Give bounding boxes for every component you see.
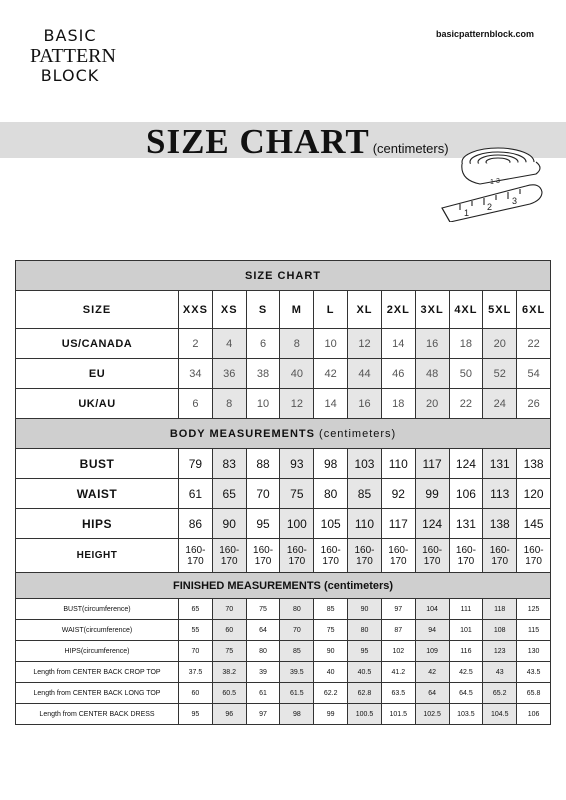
value-cell: 26	[517, 389, 551, 419]
value-cell: 113	[483, 479, 517, 509]
table-row	[16, 389, 551, 419]
value-cell: 48	[415, 359, 449, 389]
value-cell: 99	[415, 479, 449, 509]
value-cell: 75	[212, 641, 246, 662]
value-cell: 160- 170	[449, 539, 483, 573]
value-cell: 96	[212, 704, 246, 725]
value-cell: 6	[179, 389, 213, 419]
value-cell: 124	[415, 509, 449, 539]
value-cell: 22	[449, 389, 483, 419]
value-cell: 103.5	[449, 704, 483, 725]
value-cell: 100.5	[348, 704, 382, 725]
value-cell: 105	[314, 509, 348, 539]
table-row	[16, 359, 551, 389]
row-label: Length from CENTER BACK CROP TOP	[16, 662, 179, 683]
value-cell: 106	[517, 704, 551, 725]
size-header-cell: M	[280, 291, 314, 329]
svg-text:2: 2	[487, 202, 493, 212]
value-cell: 102.5	[415, 704, 449, 725]
value-cell: 64.5	[449, 683, 483, 704]
value-cell: 85	[348, 479, 382, 509]
value-cell: 24	[483, 389, 517, 419]
body-measurements-heading-row	[16, 419, 551, 449]
table-row	[16, 539, 551, 573]
value-cell: 63.5	[381, 683, 415, 704]
row-label: BUST(circumference)	[16, 599, 179, 620]
finished-measurements-heading-row	[16, 573, 551, 599]
table-row	[16, 509, 551, 539]
value-cell: 75	[246, 599, 280, 620]
page-title	[146, 122, 449, 162]
value-cell: 18	[449, 329, 483, 359]
value-cell: 60	[179, 683, 213, 704]
row-label: Length from CENTER BACK DRESS	[16, 704, 179, 725]
brand-line-1: BASIC	[43, 26, 97, 45]
body-heading-text: BODY MEASUREMENTS	[169, 427, 320, 440]
value-cell: 86	[179, 509, 213, 539]
value-cell: 64	[246, 620, 280, 641]
value-cell: 61	[179, 479, 213, 509]
value-cell: 70	[246, 479, 280, 509]
table-row	[16, 329, 551, 359]
brand-line-3: BLOCK	[40, 66, 100, 85]
size-header-cell: 3XL	[415, 291, 449, 329]
value-cell: 16	[348, 389, 382, 419]
size-header-cell: XL	[348, 291, 382, 329]
value-cell: 145	[517, 509, 551, 539]
value-cell: 70	[280, 620, 314, 641]
value-cell: 36	[212, 359, 246, 389]
value-cell: 160- 170	[415, 539, 449, 573]
value-cell: 131	[449, 509, 483, 539]
value-cell: 117	[381, 509, 415, 539]
website-link[interactable]: basicpatternblock.com	[435, 29, 534, 39]
value-cell: 22	[517, 329, 551, 359]
value-cell: 40	[280, 359, 314, 389]
value-cell: 104.5	[483, 704, 517, 725]
value-cell: 55	[179, 620, 213, 641]
value-cell: 80	[246, 641, 280, 662]
value-cell: 2	[179, 329, 213, 359]
size-header-cell: 4XL	[449, 291, 483, 329]
table-row	[16, 449, 551, 479]
value-cell: 87	[381, 620, 415, 641]
value-cell: 40.5	[348, 662, 382, 683]
value-cell: 14	[381, 329, 415, 359]
value-cell: 16	[415, 329, 449, 359]
size-header-cell: 5XL	[483, 291, 517, 329]
value-cell: 6	[246, 329, 280, 359]
value-cell: 61	[246, 683, 280, 704]
brand-logo	[30, 26, 116, 85]
value-cell: 20	[415, 389, 449, 419]
value-cell: 65.2	[483, 683, 517, 704]
value-cell: 100	[280, 509, 314, 539]
value-cell: 54	[517, 359, 551, 389]
value-cell: 20	[483, 329, 517, 359]
size-chart-body	[16, 261, 551, 725]
value-cell: 46	[381, 359, 415, 389]
value-cell: 43.5	[517, 662, 551, 683]
value-cell: 8	[212, 389, 246, 419]
value-cell: 41.2	[381, 662, 415, 683]
value-cell: 65.8	[517, 683, 551, 704]
value-cell: 99	[314, 704, 348, 725]
value-cell: 160- 170	[314, 539, 348, 573]
row-label: EU	[16, 359, 179, 389]
value-cell: 80	[348, 620, 382, 641]
value-cell: 70	[179, 641, 213, 662]
value-cell: 38.2	[212, 662, 246, 683]
value-cell: 115	[517, 620, 551, 641]
value-cell: 62.2	[314, 683, 348, 704]
svg-text:3: 3	[512, 196, 518, 206]
value-cell: 101.5	[381, 704, 415, 725]
value-cell: 98	[280, 704, 314, 725]
row-label: Length from CENTER BACK LONG TOP	[16, 683, 179, 704]
value-cell: 160- 170	[280, 539, 314, 573]
value-cell: 160- 170	[381, 539, 415, 573]
page-title-text: SIZE CHART	[146, 122, 370, 161]
value-cell: 138	[483, 509, 517, 539]
value-cell: 42	[415, 662, 449, 683]
table-row	[16, 683, 551, 704]
value-cell: 97	[381, 599, 415, 620]
size-header-cell: XS	[212, 291, 246, 329]
table-row	[16, 479, 551, 509]
value-cell: 61.5	[280, 683, 314, 704]
value-cell: 131	[483, 449, 517, 479]
value-cell: 95	[179, 704, 213, 725]
table-row	[16, 662, 551, 683]
table-row	[16, 704, 551, 725]
value-cell: 64	[415, 683, 449, 704]
value-cell: 103	[348, 449, 382, 479]
value-cell: 160- 170	[212, 539, 246, 573]
value-cell: 97	[246, 704, 280, 725]
row-label: HIPS(circumference)	[16, 641, 179, 662]
value-cell: 65	[212, 479, 246, 509]
value-cell: 93	[280, 449, 314, 479]
value-cell: 102	[381, 641, 415, 662]
value-cell: 160- 170	[179, 539, 213, 573]
value-cell: 130	[517, 641, 551, 662]
body-heading-unit: (centimeters)	[319, 427, 397, 440]
value-cell: 60.5	[212, 683, 246, 704]
value-cell: 39	[246, 662, 280, 683]
finished-heading-text: FINISHED MEASUREMENTS (centimeters)	[173, 579, 394, 592]
size-header-cell: 2XL	[381, 291, 415, 329]
value-cell: 60	[212, 620, 246, 641]
table-row	[16, 599, 551, 620]
value-cell: 95	[246, 509, 280, 539]
size-label: SIZE	[16, 291, 179, 329]
value-cell: 4	[212, 329, 246, 359]
value-cell: 160- 170	[517, 539, 551, 573]
size-chart-table	[15, 260, 551, 725]
value-cell: 120	[517, 479, 551, 509]
value-cell: 50	[449, 359, 483, 389]
value-cell: 125	[517, 599, 551, 620]
value-cell: 92	[381, 479, 415, 509]
brand-line-2: PATTERN	[30, 45, 116, 67]
value-cell: 118	[483, 599, 517, 620]
row-label: WAIST	[16, 479, 179, 509]
value-cell: 160- 170	[348, 539, 382, 573]
value-cell: 38	[246, 359, 280, 389]
value-cell: 43	[483, 662, 517, 683]
value-cell: 52	[483, 359, 517, 389]
table-row	[16, 620, 551, 641]
row-label: WAIST(circumference)	[16, 620, 179, 641]
value-cell: 10	[314, 329, 348, 359]
table-row	[16, 641, 551, 662]
value-cell: 108	[483, 620, 517, 641]
value-cell: 80	[280, 599, 314, 620]
value-cell: 90	[348, 599, 382, 620]
row-label: UK/AU	[16, 389, 179, 419]
value-cell: 40	[314, 662, 348, 683]
table-caption: SIZE CHART	[16, 261, 551, 291]
value-cell: 75	[280, 479, 314, 509]
size-header-cell: XXS	[179, 291, 213, 329]
value-cell: 42.5	[449, 662, 483, 683]
row-label: HIPS	[16, 509, 179, 539]
value-cell: 124	[449, 449, 483, 479]
value-cell: 90	[314, 641, 348, 662]
value-cell: 109	[415, 641, 449, 662]
page-title-unit: (centimeters)	[372, 141, 449, 156]
value-cell: 95	[348, 641, 382, 662]
value-cell: 106	[449, 479, 483, 509]
value-cell: 138	[517, 449, 551, 479]
value-cell: 101	[449, 620, 483, 641]
row-label: US/CANADA	[16, 329, 179, 359]
value-cell: 10	[246, 389, 280, 419]
table-caption-row	[16, 261, 551, 291]
value-cell: 160- 170	[483, 539, 517, 573]
value-cell: 85	[314, 599, 348, 620]
size-header-cell: 6XL	[517, 291, 551, 329]
value-cell: 117	[415, 449, 449, 479]
value-cell: 70	[212, 599, 246, 620]
size-header-cell: L	[314, 291, 348, 329]
value-cell: 12	[348, 329, 382, 359]
value-cell: 18	[381, 389, 415, 419]
value-cell: 88	[246, 449, 280, 479]
svg-text:1: 1	[464, 208, 470, 218]
value-cell: 80	[314, 479, 348, 509]
value-cell: 39.5	[280, 662, 314, 683]
value-cell: 62.8	[348, 683, 382, 704]
value-cell: 110	[381, 449, 415, 479]
value-cell: 8	[280, 329, 314, 359]
value-cell: 12	[280, 389, 314, 419]
value-cell: 98	[314, 449, 348, 479]
value-cell: 42	[314, 359, 348, 389]
value-cell: 79	[179, 449, 213, 479]
svg-text:1: 1	[490, 179, 494, 186]
svg-text:3: 3	[496, 178, 500, 185]
value-cell: 37.5	[179, 662, 213, 683]
body-measurements-heading	[16, 419, 551, 449]
value-cell: 90	[212, 509, 246, 539]
value-cell: 85	[280, 641, 314, 662]
row-label: BUST	[16, 449, 179, 479]
finished-measurements-heading	[16, 573, 551, 599]
row-label: HEIGHT	[16, 539, 179, 573]
value-cell: 111	[449, 599, 483, 620]
value-cell: 14	[314, 389, 348, 419]
value-cell: 83	[212, 449, 246, 479]
value-cell: 94	[415, 620, 449, 641]
value-cell: 116	[449, 641, 483, 662]
measuring-tape-icon	[440, 140, 550, 222]
size-header-row	[16, 291, 551, 329]
value-cell: 160- 170	[246, 539, 280, 573]
value-cell: 75	[314, 620, 348, 641]
value-cell: 34	[179, 359, 213, 389]
value-cell: 65	[179, 599, 213, 620]
value-cell: 104	[415, 599, 449, 620]
value-cell: 44	[348, 359, 382, 389]
value-cell: 110	[348, 509, 382, 539]
value-cell: 123	[483, 641, 517, 662]
size-header-cell: S	[246, 291, 280, 329]
